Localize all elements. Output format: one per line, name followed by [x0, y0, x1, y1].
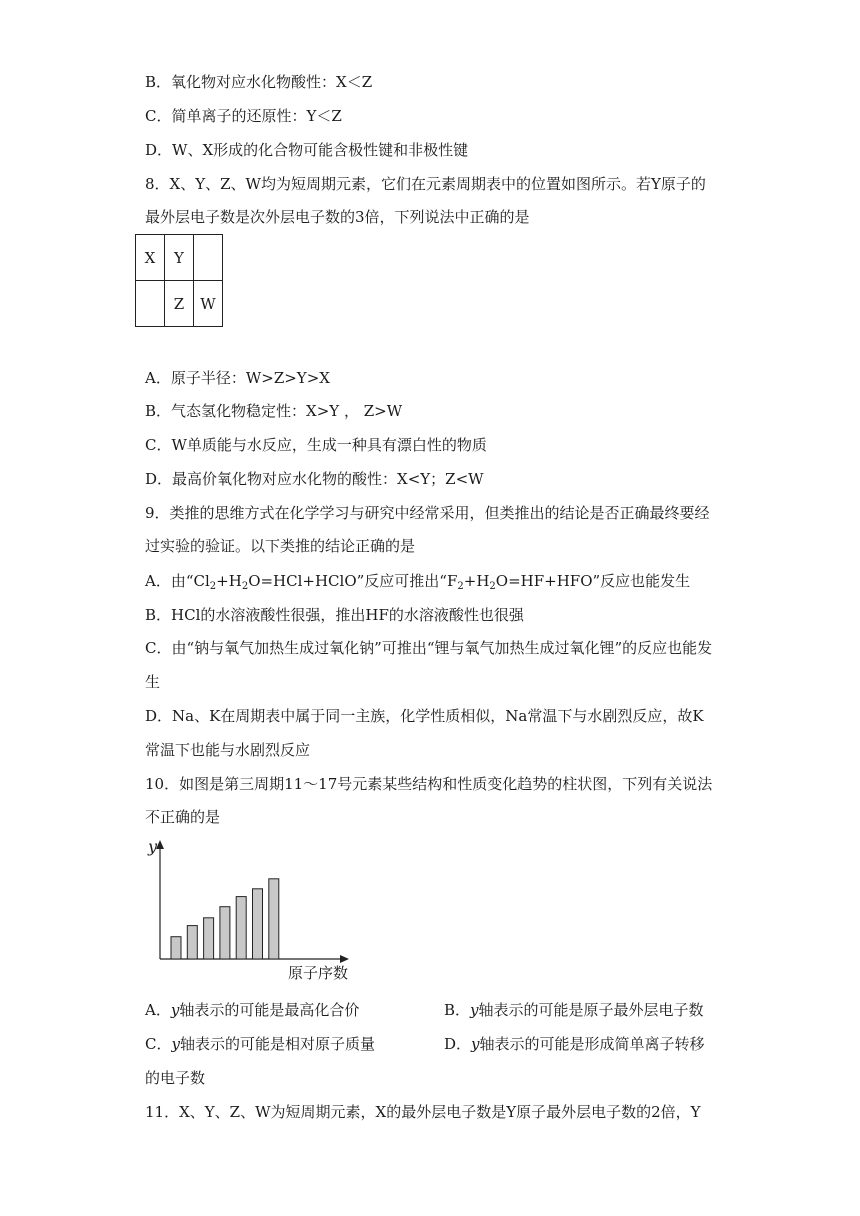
- bar: [187, 926, 197, 959]
- text-run: B．: [444, 1001, 471, 1019]
- q9-option-d-line1: D．Na、K在周期表中属于同一主族，化学性质相似，Na常温下与水剧烈反应，故K: [145, 707, 704, 725]
- table-cell: [194, 235, 223, 281]
- text-run: O=HF+HFO”反应也能发生: [495, 572, 691, 590]
- q7-option-b: B．氧化物对应水化物酸性：X＜Z: [145, 73, 373, 91]
- q10-option-d-continued: 的电子数: [145, 1069, 206, 1087]
- text-run: +H: [216, 572, 242, 590]
- x-axis-label: 原子序数: [288, 964, 349, 982]
- text-run: A．: [145, 1001, 171, 1019]
- text-run: C．: [145, 1035, 172, 1053]
- bar: [204, 918, 214, 959]
- y-axis-label: y: [148, 837, 158, 856]
- text-run: +H: [463, 572, 490, 590]
- periodic-table-fragment: [135, 234, 223, 327]
- subscript: 2: [209, 581, 217, 592]
- variable-y: y: [171, 1035, 180, 1053]
- q10-option-b: [444, 1000, 704, 1020]
- text-run: O=HCl+HClO”反应可推出“F: [248, 572, 458, 590]
- variable-y: y: [471, 1035, 480, 1053]
- bars-group: [171, 879, 279, 959]
- bar-chart: [140, 835, 360, 985]
- q7-option-c: C．简单离子的还原性：Y＜Z: [145, 107, 342, 125]
- q9-option-c-line1: C．由“钠与氧气加热生成过氧化钠”可推出“锂与氧气加热生成过氧化锂”的反应也能发: [145, 639, 713, 657]
- table-cell: [136, 281, 165, 327]
- table-cell: X: [136, 235, 165, 281]
- q9-option-d-line2: 常温下也能与水剧烈反应: [145, 741, 311, 759]
- q10-option-c: [145, 1034, 375, 1054]
- q8-stem-line2: 最外层电子数是次外层电子数的3倍，下列说法中正确的是: [145, 208, 530, 226]
- text-run: 轴表示的可能是形成简单离子转移: [479, 1035, 705, 1053]
- q9-option-c-line2: 生: [145, 673, 161, 691]
- q8-option-d: D．最高价氧化物对应水化物的酸性：X<Y；Z<W: [145, 470, 484, 488]
- bar: [220, 907, 230, 959]
- table-cell: Y: [165, 235, 194, 281]
- subscript: 2: [241, 581, 249, 592]
- q9-stem-line1: 9．类推的思维方式在化学学习与研究中经常采用，但类推出的结论是否正确最终要经: [145, 504, 710, 522]
- table-cell: Z: [165, 281, 194, 327]
- q10-stem-line2: 不正确的是: [145, 808, 221, 826]
- x-axis-arrow: [340, 955, 349, 963]
- bar: [253, 889, 263, 959]
- text-run: 轴表示的可能是相对原子质量: [179, 1035, 375, 1053]
- q11-stem-line1: 11．X、Y、Z、W为短周期元素，X的最外层电子数是Y原子最外层电子数的2倍，Y: [145, 1103, 701, 1121]
- q10-stem-line1: 10．如图是第三周期11～17号元素某些结构和性质变化趋势的柱状图，下列有关说法: [145, 775, 713, 793]
- q10-option-a: [145, 1000, 359, 1020]
- text-run: D．: [444, 1035, 472, 1053]
- text-run: 轴表示的可能是最高化合价: [179, 1001, 360, 1019]
- q8-option-b: B．气态氢化物稳定性：X>Y ， Z>W: [145, 402, 403, 420]
- text-run: A．由“Cl: [145, 572, 210, 590]
- bar: [269, 879, 279, 959]
- q8-option-c: C．W单质能与水反应，生成一种具有漂白性的物质: [145, 436, 487, 454]
- subscript: 2: [489, 581, 496, 592]
- subscript: 2: [457, 581, 464, 592]
- y-axis-arrow: [156, 840, 164, 849]
- q9-option-a: [145, 571, 690, 597]
- q7-option-d: D．W、X形成的化合物可能含极性键和非极性键: [145, 141, 469, 159]
- bar: [236, 897, 246, 959]
- table-cell: W: [194, 281, 223, 327]
- q9-stem-line2: 过实验的验证。以下类推的结论正确的是: [145, 537, 416, 555]
- bar: [171, 937, 181, 959]
- q8-option-a: A．原子半径：W>Z>Y>X: [145, 369, 330, 387]
- q8-stem-line1: 8．X、Y、Z、W均为短周期元素，它们在元素周期表中的位置如图所示。若Y原子的: [145, 175, 706, 193]
- q9-option-b: B．HCl的水溶液酸性很强，推出HF的水溶液酸性也很强: [145, 606, 524, 624]
- q10-option-d: [444, 1034, 705, 1054]
- variable-y: y: [170, 1001, 180, 1019]
- variable-y: y: [470, 1001, 479, 1019]
- text-run: 轴表示的可能是原子最外层电子数: [478, 1001, 704, 1019]
